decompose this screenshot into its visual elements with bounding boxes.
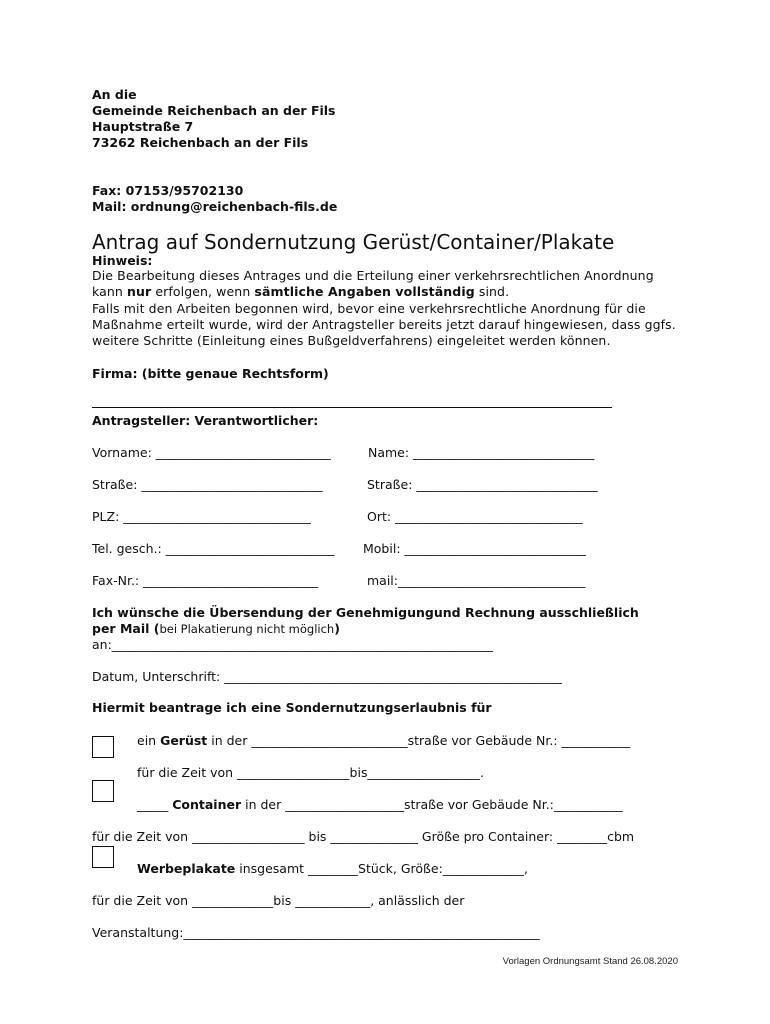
firma-label: Firma: (bitte genaue Rechtsform) <box>92 366 329 381</box>
fax-field[interactable]: Fax-Nr.: ____________________________ <box>92 573 319 588</box>
hint-heading: Hinweis: <box>92 253 153 268</box>
plakate-checkbox[interactable] <box>92 846 114 868</box>
hint-text <box>92 268 676 349</box>
plakate-count-field[interactable]: insgesamt ________Stück, Größe:_____________, <box>235 861 529 876</box>
geruest-street-field[interactable]: in der _________________________straße vor Gebäude Nr.: ___________ <box>207 733 631 748</box>
geruest-time-field[interactable]: für die Zeit von __________________bis__________________. <box>137 765 484 780</box>
paren-close: ) <box>334 621 340 636</box>
container-checkbox[interactable] <box>92 780 114 802</box>
recipient-line-3: Hauptstraße 7 <box>92 119 194 134</box>
plakate-line[interactable] <box>137 861 528 876</box>
contact-fax: Fax: 07153/95702130 <box>92 183 244 198</box>
mail-request-line-2 <box>92 621 340 636</box>
container-street-field[interactable]: in der ___________________straße vor Gebäude Nr.:___________ <box>241 797 623 812</box>
recipient-line-4: 73262 Reichenbach an der Fils <box>92 135 309 150</box>
hint-line-2-a: kann <box>92 284 127 300</box>
hint-line-3: Falls mit den Arbeiten begonnen wird, bevor eine verkehrsrechtliche Anordnung für die <box>92 300 646 316</box>
hint-line-2-c: erfolgen, wenn <box>151 284 255 300</box>
recipient-line-1: An die <box>92 87 137 102</box>
plakate-label: Werbeplakate <box>137 861 236 876</box>
container-label: Container <box>172 797 242 812</box>
hint-line-1: Die Bearbeitung dieses Antrages und die Erteilung einer verkehrsrechtlichen Anordnung <box>92 268 654 283</box>
event-field[interactable]: Veranstaltung:_________________________________________________________ <box>92 925 540 940</box>
hint-emphasis-complete: sämtliche Angaben vollständig <box>254 284 475 300</box>
container-time-field[interactable]: für die Zeit von __________________ bis ______________ Größe pro Container: ________cbm <box>92 829 635 844</box>
footer-note: Vorlagen Ordnungsamt Stand 26.08.2020 <box>502 956 678 967</box>
recipient-line-2: Gemeinde Reichenbach an der Fils <box>92 103 336 118</box>
mail-address-field[interactable]: an:_____________________________________________________________ <box>92 637 494 652</box>
hint-line-2-e: sind. <box>474 284 510 300</box>
geruest-label: Gerüst <box>160 733 208 748</box>
strasse-field-2[interactable]: Straße: _____________________________ <box>367 477 598 492</box>
tel-field[interactable]: Tel. gesch.: ___________________________ <box>92 541 335 556</box>
mobil-field[interactable]: Mobil: _____________________________ <box>363 541 586 556</box>
firma-input-line[interactable] <box>92 407 612 408</box>
hint-line-2 <box>92 284 676 300</box>
geruest-checkbox[interactable] <box>92 736 114 758</box>
plakat-exception-note: bei Plakatierung nicht möglich <box>159 622 335 636</box>
request-heading: Hiermit beantrage ich eine Sondernutzungserlaubnis für <box>92 700 492 715</box>
vorname-field[interactable]: Vorname: ____________________________ <box>92 445 331 460</box>
hint-line-5: weitere Schritte (Einleitung eines Bußgeldverfahrens) eingeleitet werden können. <box>92 333 611 349</box>
page-title: Antrag auf Sondernutzung Gerüst/Container/Plakate <box>92 230 615 254</box>
signature-field[interactable]: Datum, Unterschrift: ______________________________________________________ <box>92 669 562 684</box>
geruest-line[interactable] <box>137 733 630 748</box>
geruest-pre: ein <box>137 733 161 748</box>
mail-request-line-1: Ich wünsche die Übersendung der Genehmigungund Rechnung ausschließlich <box>92 605 639 620</box>
strasse-field[interactable]: Straße: _____________________________ <box>92 477 323 492</box>
applicant-label: Antragsteller: Verantwortlicher: <box>92 413 319 428</box>
name-field[interactable]: Name: _____________________________ <box>368 445 595 460</box>
plz-field[interactable]: PLZ: ______________________________ <box>92 509 311 524</box>
contact-mail: Mail: ordnung@reichenbach-fils.de <box>92 199 338 214</box>
per-mail-label: per Mail ( <box>92 621 160 636</box>
ort-field[interactable]: Ort: ______________________________ <box>367 509 583 524</box>
hint-line-4: Maßnahme erteilt wurde, wird der Antragsteller bereits jetzt darauf hingewiesen, dass ggfs. <box>92 316 676 332</box>
container-line[interactable] <box>137 797 623 812</box>
container-count-field[interactable]: _____ <box>137 797 173 812</box>
plakate-time-field[interactable]: für die Zeit von _____________bis ____________, anlässlich der <box>92 893 465 908</box>
mail-field[interactable]: mail:______________________________ <box>367 573 586 588</box>
hint-emphasis-nur: nur <box>127 284 152 300</box>
